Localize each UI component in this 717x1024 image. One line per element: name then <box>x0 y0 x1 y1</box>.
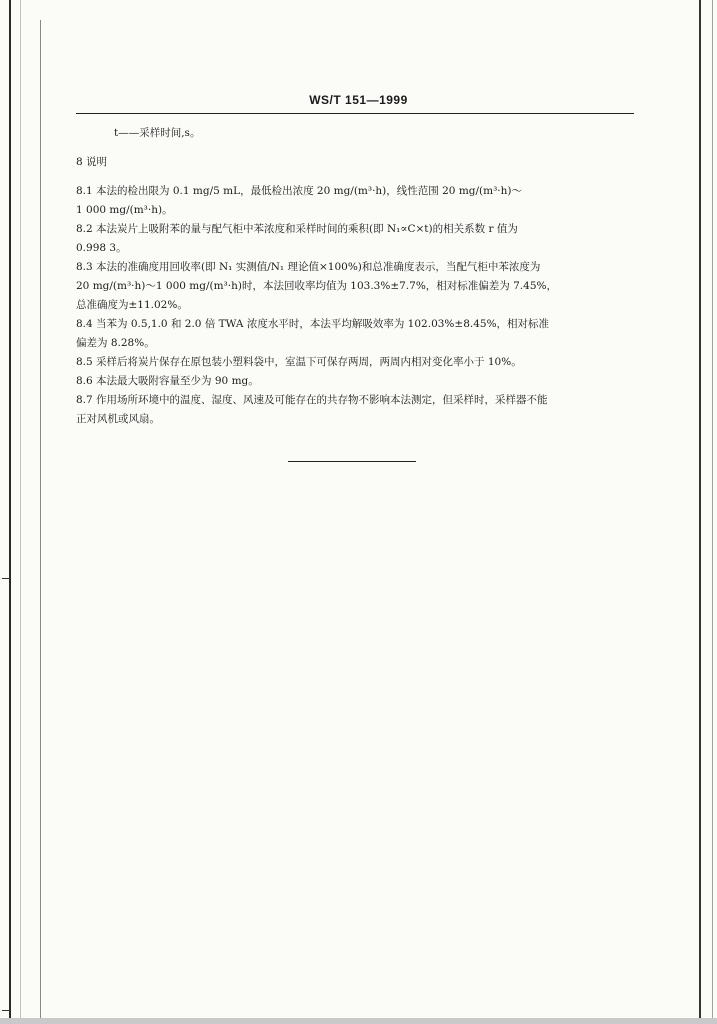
document-body <box>76 124 636 429</box>
scan-mark <box>2 578 10 579</box>
note-line: 8.3 本法的准确度用回收率(即 N₁ 实测值/N₁ 理论值×100%)和总准确度表示，当配气柜中苯浓度为 <box>76 261 541 273</box>
note-line: 正对风机或风扇。 <box>76 413 160 425</box>
note-line: 8.1 本法的检出限为 0.1 mg/5 mL，最低检出浓度 20 mg/(m³·h)，线性范围 20 mg/(m³·h)～ <box>76 185 522 197</box>
standard-code-header: WS/T 151—1999 <box>309 93 408 107</box>
variable-definition: t——采样时间,s。 <box>114 127 201 139</box>
note-item-8-4 <box>76 315 636 353</box>
note-line: 偏差为 8.28%。 <box>76 337 155 349</box>
note-line: 0.998 3。 <box>76 242 127 254</box>
note-line: 1 000 mg/(m³·h)。 <box>76 204 173 216</box>
note-line: 20 mg/(m³·h)～1 000 mg/(m³·h)时，本法回收率均值为 103.3%±7.7%，相对标准偏差为 7.45%， <box>76 280 557 292</box>
note-line: 总准确度为±11.02%。 <box>76 299 188 311</box>
note-item-8-2 <box>76 220 636 258</box>
section-title: 8 说明 <box>76 156 108 168</box>
note-item-8-7 <box>76 391 636 429</box>
scan-border-left-inner <box>20 0 21 1024</box>
end-of-section-rule <box>288 461 416 462</box>
note-line: 8.5 采样后将炭片保存在原包装小塑料袋中，室温下可保存两周，两周内相对变化率小于 10%。 <box>76 356 522 368</box>
note-line: 8.4 当苯为 0.5,1.0 和 2.0 倍 TWA 浓度水平时，本法平均解吸效率为 102.03%±8.45%，相对标准 <box>76 318 550 330</box>
scan-border-bottom <box>0 1018 717 1024</box>
scan-border-right <box>699 0 701 1024</box>
note-item-8-6 <box>76 372 636 391</box>
scan-border-left-margin <box>40 20 41 1024</box>
note-item-8-5 <box>76 353 636 372</box>
scan-border-left <box>9 0 11 1024</box>
scan-border-right-outer <box>712 0 713 1024</box>
note-item-8-3 <box>76 258 636 315</box>
note-line: 8.6 本法最大吸附容量至少为 90 mg。 <box>76 375 259 387</box>
header-rule <box>76 113 634 114</box>
note-line: 8.2 本法炭片上吸附苯的量与配气柜中苯浓度和采样时间的乘积(即 N₁∝C×t)的相关系数 r 值为 <box>76 223 518 235</box>
note-item-8-1 <box>76 182 636 220</box>
note-line: 8.7 作用场所环境中的温度、湿度、风速及可能存在的共存物不影响本法测定，但采样时，采样器不能 <box>76 394 548 406</box>
scan-mark <box>2 1010 10 1011</box>
